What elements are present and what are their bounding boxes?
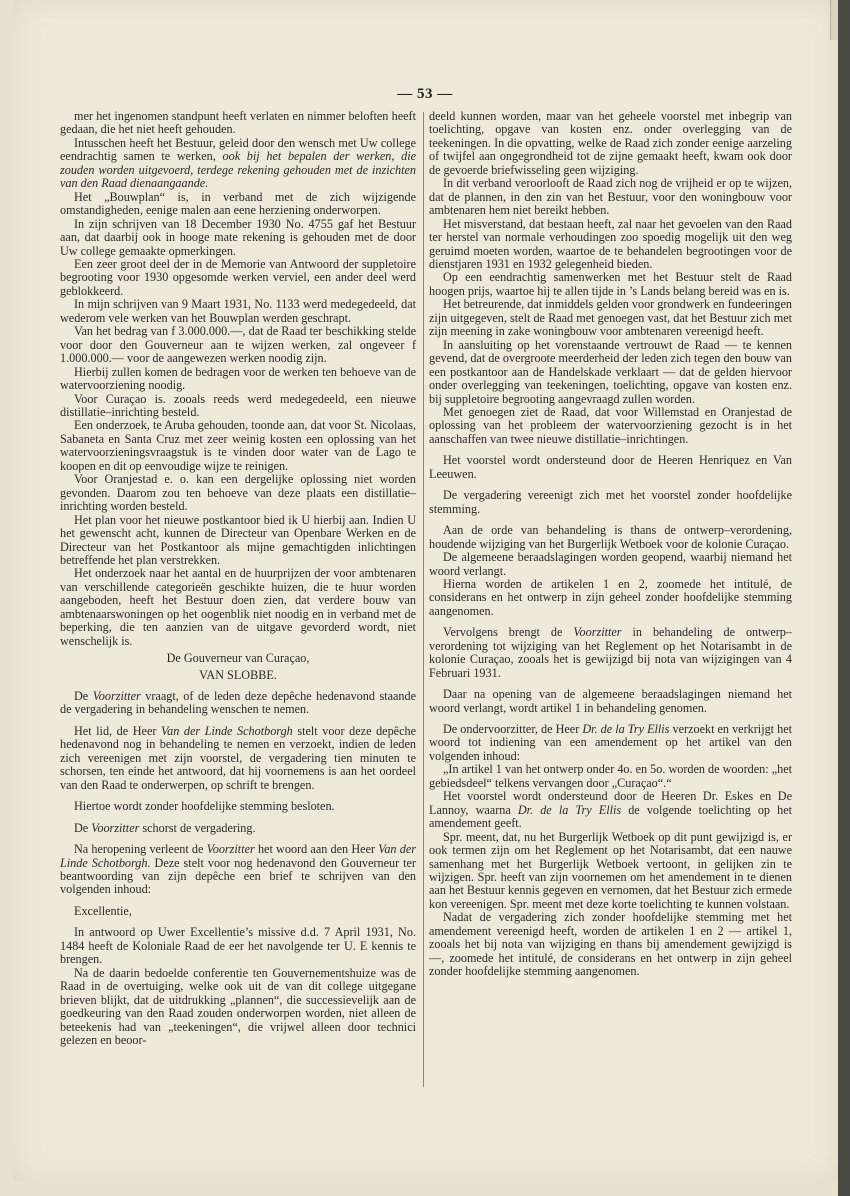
paragraph <box>429 218 792 272</box>
paragraph <box>429 831 792 912</box>
paragraph <box>429 911 792 978</box>
text-run: In zijn schrijven van 18 December 1930 No. 4755 gaf het Bestuur aan, dat daarbij ook in hooge mate rekening is gehouden met de door Uw college gemaakte opmerkingen. <box>60 216 416 258</box>
italic-text: ook bij het bepalen der werken, die zouden worden uitgevoerd, terdege rekening gehouden met de inzichten van den Raad dienaangaande. <box>60 149 417 191</box>
paragraph <box>429 339 792 406</box>
text-run: Het voorstel wordt ondersteund door de Heeren Dr. Eskes en De Lannoy, waarna <box>429 789 792 817</box>
text-run: Een zeer groot deel der in de Memorie van Antwoord der suppletoire begrooting voor 1930 opgesomde werken verviel, een ander deel werd geblokkeerd. <box>60 256 416 298</box>
text-run: verzoekt en verkrijgt het woord tot indiening van een amendement op het artikel van den volgenden inhoud: <box>429 722 793 763</box>
italic-text: Voorzitter <box>206 842 255 857</box>
text-run: Intusschen heeft het Bestuur, geleid door den wensch met Uw college eendrachtig samen te werken, <box>60 135 416 164</box>
paragraph <box>429 489 792 516</box>
paragraph <box>60 258 416 298</box>
paragraph <box>429 524 792 551</box>
text-run: Aan de orde van behandeling is thans de ontwerp–verordening, houdende wijziging van het Burgerlijk Wetboek voor de kolonie Curaçao. <box>429 523 792 551</box>
text-run: in behandeling de ontwerp–verordening tot wijziging van het Reglement op het Notarisambt in de kolonie Curaçao, zooals het is gewijzigd bij nota van wijzigingen van 4 Februari 1931. <box>429 625 792 680</box>
text-run: Voor Curaçao is. zooals reeds werd medegedeeld, een nieuwe distillatie–inrichting besteld. <box>60 391 416 419</box>
signature-title: De Gouverneur van Curaçao, <box>166 651 310 666</box>
paragraph <box>429 723 792 763</box>
paragraph <box>429 110 792 177</box>
paragraph <box>429 177 792 217</box>
text-run: Hierbij zullen komen de bedragen voor de werken ten behoeve van de watervoorziening noodig. <box>60 364 416 393</box>
text-run: De vergadering vereenigt zich met het voorstel zonder hoofdelijke stemming. <box>429 488 792 516</box>
text-run: Nadat de vergadering zich zonder hoofdelijke stemming met het amendement vereenigd heeft, worden de artikelen 1 en 2 — artikel 1, zooals het bij nota van wijziging en thans bij amendement gewijzigd is —, zoomede het intitulé, de considerans en het ontwerp in zijn geheel zonder hoofdelijke stemming aangenomen. <box>429 910 792 979</box>
paragraph <box>60 967 416 1048</box>
paragraph <box>60 298 416 325</box>
left-column <box>60 110 416 1047</box>
paragraph <box>429 790 792 830</box>
text-run: In dit verband veroorlooft de Raad zich nog de vrijheid er op te wijzen, dat de plannen, in den zin van het Bestuur, voor den woningbouw voor ambtenaren hem niet bereikt hebben. <box>429 176 792 218</box>
paragraph <box>60 137 416 191</box>
text-run: Het onderzoek naar het aantal en de huurprijzen der voor ambtenaren van verschillende categorieën geschikte huizen, die te huur worden aangeboden, heeft het Bestuur doen zien, dat verdere bouw van ambtenaarswoningen op het oogenblik niet noodig en in verband met de beperking, die ten aanzien van de uitgave gevorderd wordt, niet wenschelijk is. <box>60 566 416 648</box>
italic-text: Dr. de la Try Ellis <box>582 722 670 737</box>
page-number: — 53 — <box>397 86 453 102</box>
text-run: Hierna worden de artikelen 1 en 2, zoomede het intitulé, de considerans en het ontwerp in zijn geheel zonder hoofdelijke stemming aangenomen. <box>429 576 792 618</box>
text-run: Voor Oranjestad e. o. kan een dergelijke oplossing niet worden gevonden. Daarom zou ten behoeve van deze plaats een distillatie–inrichting worden besteld. <box>60 472 416 514</box>
text-run: In antwoord op Uwer Excellentie’s missive d.d. 7 April 1931, No. 1484 heeft de Koloniale Raad de eer het navolgende ter U. E kennis te brengen. <box>60 925 416 967</box>
text-run: Het voorstel wordt ondersteund door de Heeren Henriquez en Van Leeuwen. <box>429 453 792 481</box>
text-run: Excellentie, <box>74 903 132 918</box>
paragraph <box>60 725 416 792</box>
italic-text: Voorzitter <box>573 625 622 640</box>
text-run: Een onderzoek, te Aruba gehouden, toonde aan, dat voor St. Nicolaas, Sabaneta en Santa Cruz met zeer weinig kosten een oplossing van het watervoorzieningsvraagstuk is te vinden door water van de Lago te koopen en dit op eenvoudige wijze te reinigen. <box>60 418 416 473</box>
italic-text: Van der Linde Schotborgh. <box>60 842 416 870</box>
text-run: stelt voor deze depêche hedenavond nog in behandeling te nemen en verzoekt, indien de leden zich vereenigen met zijn voorstel, de vergadering tien minuten te schorsen, ten einde het antwoord, dat hij voornemens is aan het oordeel van den Raad te onderwerpen, op schrift te brengen. <box>60 723 416 792</box>
paragraph <box>60 393 416 420</box>
paragraph <box>429 454 792 481</box>
paragraph <box>60 473 416 513</box>
italic-text: Voorzitter <box>92 689 141 704</box>
text-run: Deze stelt voor nog hedenavond den Gouverneur ter beantwoording van zijn depêche een brief te schrijven van den volgenden inhoud: <box>60 855 416 897</box>
text-run: Vervolgens brengt de <box>443 625 574 640</box>
text-run: het woord aan den Heer <box>254 842 379 857</box>
paragraph <box>429 578 792 618</box>
column-divider <box>423 112 424 1087</box>
signature-name: VAN SLOBBE. <box>199 667 277 682</box>
paragraph <box>60 843 416 897</box>
text-run: Op een eendrachtig samenwerken met het Bestuur stelt de Raad hoogen prijs, waartoe hij te allen tijde in ’s Lands belang bereid was en is. <box>429 270 792 298</box>
text-run: De <box>74 820 92 835</box>
paragraph <box>429 626 792 680</box>
text-run: Met genoegen ziet de Raad, dat voor Willemstad en Oranjestad de oplossing van het probleem der watervoorziening gezocht is in het aanschaffen van twee nieuwe distillatie–inrichtingen. <box>429 404 792 446</box>
paragraph <box>60 366 416 393</box>
text-run: de volgende toelichting op het amendement geeft. <box>429 802 792 831</box>
text-run: Het betreurende, dat inmiddels gelden voor grondwerk en fundeeringen zijn uitgegeven, stelt de Raad met genoegen vast, dat het Bestuur zich met zijn meening in zake woningbouw voor ambtenaren vereenigd heeft. <box>429 297 792 339</box>
text-run: „In artikel 1 van het ontwerp onder 4o. en 5o. worden de woorden: „het gebiedsdeel“ telkens vervangen door „Curaçao“.“ <box>429 762 792 790</box>
italic-text: Van der Linde Schotborgh <box>161 723 293 738</box>
text-run: Na de daarin bedoelde conferentie ten Gouvernementshuize was de Raad in de overtuiging, welke ook uit de van dit college uitgegane brieven blijkt, dat de uitdrukking „plannen“, die successievelijk aan de goedkeuring van den Raad zouden onderworpen worden, niet alleen de beteekenis had van „teekeningen“, die vrijwel alleen door technici gelezen en beoor- <box>60 965 416 1047</box>
right-column <box>429 110 792 979</box>
paragraph <box>60 822 416 835</box>
text-run: De <box>74 689 93 704</box>
text-run: deeld kunnen worden, maar van het geheele voorstel met inbegrip van toelichting, opgave van kosten enz. onder overlegging van de teekeningen. In die opvatting, welke de Raad zich zonder eenige aarzeling of twijfel aan ongegrondheid tot de zijne gemaakt heeft, kwam ook door de gevoerde briefwisseling geen wijziging. <box>429 109 792 177</box>
paragraph <box>429 271 792 298</box>
text-run: Van het bedrag van f 3.000.000.—, dat de Raad ter beschikking stelde voor door den Gouverneur aan te wijzen werken, zal ongeveer f 1.000.000.— voor de aangewezen werken noodig zijn. <box>60 324 416 366</box>
paragraph <box>60 800 416 813</box>
paragraph <box>60 926 416 966</box>
paragraph <box>429 688 792 715</box>
page-edge <box>838 0 850 1196</box>
paragraph <box>60 905 416 918</box>
text-run: vraagt, of de leden deze depêche hedenavond staande de vergadering in behandeling wenschen te nemen. <box>60 689 416 717</box>
italic-text: Dr. de la Try Ellis <box>517 802 622 817</box>
paragraph <box>60 110 416 137</box>
paragraph <box>60 514 416 568</box>
text-run: Het misverstand, dat bestaan heeft, zal naar het gevoelen van den Raad ter herstel van normale verhoudingen zoo spoedig mogelijk uit den weg geruimd moeten worden, waartoe de te behandelen begrootingen voor de dienstjaren 1931 en 1932 gelegenheid bieden. <box>429 216 792 271</box>
text-run: mer het ingenomen standpunt heeft verlaten en nimmer beloften heeft gedaan, die het niet heeft gehouden. <box>60 109 416 137</box>
paragraph <box>429 406 792 446</box>
text-run: Na heropening verleent de <box>74 842 207 857</box>
text-run: De ondervoorzitter, de Heer <box>443 722 583 737</box>
text-run: In mijn schrijven van 9 Maart 1931, No. 1133 werd medegedeeld, dat wederom vele werken van het Bouwplan werden geschrapt. <box>60 297 416 325</box>
paragraph <box>429 298 792 338</box>
text-run: schorst de vergadering. <box>139 820 256 835</box>
text-run: Hiertoe wordt zonder hoofdelijke stemming besloten. <box>74 799 335 814</box>
text-run: Het plan voor het nieuwe postkantoor bied ik U hierbij aan. Indien U het gewenscht acht, kunnen de Directeur van Openbare Werken en de Directeur van het Postkantoor als mijne gemachtigden inlichtingen betreffende het plan verstrekken. <box>60 512 416 567</box>
text-run: Het „Bouwplan“ is, in verband met de zich wijzigende omstandigheden, eenige malen aan eene herziening onderworpen. <box>60 189 416 218</box>
text-run: In aansluiting op het vorenstaande vertrouwt de Raad — te kennen gevend, dat de overgroote meerderheid der leden zich tegen den bouw van een postkantoor aan de Handelskade verklaart — dat de gelden hiervoor onder overlegging van teekeningen, toelichting, opgave van kosten enz. bij suppletoire begrooting aangevraagd zullen worden. <box>429 337 792 406</box>
text-run: Het lid, de Heer <box>74 723 162 738</box>
paragraph <box>60 218 416 258</box>
text-run: Spr. meent, dat, nu het Burgerlijk Wetboek op dit punt gewijzigd is, er ook termen zijn om het Reglement op het Notarisambt, dat een nauwe samenhang met het Burgerlijk Wetboek vertoont, in gelijken zin te wijzigen. Spr. heeft van zijn voornemen om het amendement in te dienen aan het Bestuur kennis gegeven en vernomen, dat het Bestuur zich ermede kon vereenigen. Spr. meent met deze korte toelichting te kunnen volstaan. <box>429 829 792 911</box>
italic-text: Voorzitter <box>91 820 140 835</box>
text-run: De algemeene beraadslagingen worden geopend, waarbij niemand het woord verlangt. <box>429 550 792 578</box>
paragraph <box>60 419 416 473</box>
text-run: Daar na opening van de algemeene beraadslagingen niemand het woord verlangt, wordt artikel 1 in behandeling genomen. <box>429 687 792 715</box>
paragraph <box>60 191 416 218</box>
paragraph <box>60 690 416 717</box>
paragraph <box>429 763 792 790</box>
paragraph <box>60 567 416 648</box>
paragraph <box>60 325 416 365</box>
paragraph <box>429 551 792 578</box>
